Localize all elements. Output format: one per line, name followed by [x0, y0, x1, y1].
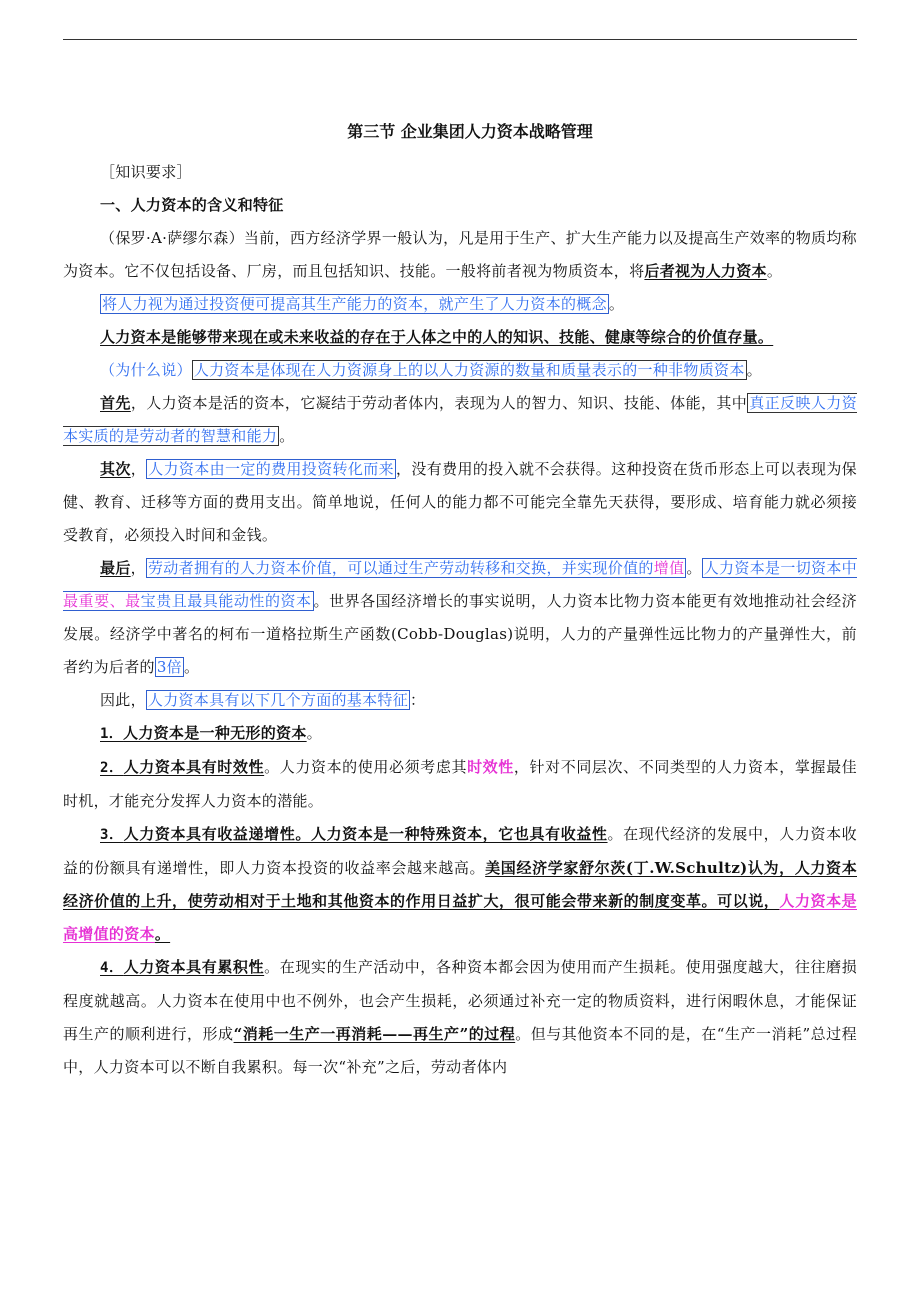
paragraph-definition	[63, 222, 857, 288]
item3-pink: 人力资本是高增值的资本	[63, 892, 857, 943]
paragraph-second	[63, 453, 857, 552]
heading-1: 一、人力资本的含义和特征	[100, 196, 284, 214]
item2-pink: 时效性	[467, 758, 514, 776]
list-item-2	[63, 751, 857, 818]
header-rule	[63, 39, 857, 40]
p5-text: ，人力资本是活的资本，它凝结于劳动者体内，表现为人的智力、知识、技能、体能，其中	[130, 394, 748, 412]
p8-boxed: 人力资本具有以下几个方面的基本特征	[147, 691, 409, 709]
paragraph-concept	[63, 288, 857, 321]
item1-end: 。	[306, 724, 322, 742]
paragraph-therefore	[63, 684, 857, 717]
p2-end: 。	[608, 295, 625, 313]
p5-end: 。	[279, 427, 295, 445]
p7-boxed-b: 人力资本是一切资本中	[703, 559, 857, 577]
item3-schultz: 美国经济学家舒尔茨(丁.W.Schultz)认为，人力资本经济价值的上升，使劳动相对于土地和其他资本的作用日益扩大，很可能会带来新的制度变革。可以说，	[63, 859, 857, 910]
item2-text: 人力资本具有时效性	[123, 758, 265, 776]
p7-text: 。世界各国经济增长的事实说明，人力资本比物力资本能更有效地推动社会经济发展。经济学中著名的柯布一道格拉斯生产函数(Cobb-Douglas)说明，人力的产量弹性远比物力的产量弹性大，前者约为后者的	[63, 592, 857, 676]
item1-num: 1．	[100, 726, 124, 742]
paragraph-last	[63, 552, 857, 684]
item4-rest: 。但与其他资本不同的是，在“生产一消耗”总过程中，人力资本可以不断自我累积。每一次“补充”之后，劳动者体内	[63, 1025, 857, 1076]
p7-period: 。	[686, 559, 702, 577]
p7-boxed-c: 宝贵且最具能动性的资本	[140, 592, 312, 610]
p7-boxed-a: 劳动者拥有的人力资本价值，可以通过生产劳动转移和交换，并实现价值的	[147, 559, 654, 577]
paragraph-first	[63, 387, 857, 453]
p7-last: 最后	[100, 559, 131, 577]
item3-body: 。在现代经济的发展中，人力资本收益的份额具有递增性，即人力资本投资的收益率会越来越高。	[63, 825, 857, 877]
knowledge-tag: ［知识要求］	[100, 163, 192, 181]
p2-boxed: 将人力视为通过投资便可提高其生产能力的资本，就产生了人力资本的概念	[102, 295, 607, 313]
p7-end: 。	[183, 658, 200, 676]
p6-comma: ，	[130, 460, 147, 478]
p6-second: 其次	[100, 460, 131, 478]
p1-emphasis: 后者视为人力资本	[644, 262, 767, 280]
p7-boxed-pink2: 最重要、最	[63, 592, 141, 610]
p5-boxed: 真正反映人力资本实质的是劳动者的智慧和能力	[63, 394, 857, 445]
p7-comma: ，	[130, 559, 146, 577]
item4-title: 人力资本具有累积性	[123, 958, 265, 976]
list-item-1	[63, 717, 857, 751]
item2-body: 。人力资本的使用必须考虑其	[264, 758, 468, 776]
list-item-3	[63, 818, 857, 951]
p6-text: ，没有费用的投入就不会获得。这种投资在货币形态上可以表现为保健、教育、迁移等方面的费用支出。简单地说，任何人的能力都不可能完全靠先天获得，要形成、培育能力就必须接受教育，必须投入时间和金钱。	[63, 460, 857, 544]
p6-boxed: 人力资本由一定的费用投资转化而来	[148, 460, 395, 478]
p7-boxed-pink: 增值	[653, 559, 685, 577]
item2-num: 2．	[100, 760, 124, 776]
p1-end: 。	[766, 262, 783, 280]
paragraph-value-stock: 人力资本是能够带来现在或未来收益的存在于人体之中的人的知识、技能、健康等综合的价值存量。	[100, 328, 774, 346]
item3-num: 3．	[100, 827, 124, 843]
p1-text: （保罗·A·萨缪尔森）当前，西方经济学界一般认为，凡是用于生产、扩大生产能力以及提高生产效率的物质均称为资本。它不仅包括设备、厂房，而且包括知识、技能。一般将前者视为物质资本，将	[63, 229, 857, 280]
p4-question: （为什么说）	[100, 361, 192, 379]
item3-end: 。	[154, 925, 171, 943]
document-body	[63, 120, 857, 1084]
p5-first: 首先	[100, 394, 131, 412]
p7-ratio: 3倍	[156, 658, 182, 676]
p8-end: ：	[410, 691, 426, 709]
item4-num: 4．	[100, 960, 124, 976]
item3-title: 人力资本具有收益递增性。人力资本是一种特殊资本，它也具有收益性	[123, 825, 608, 843]
paragraph-why	[63, 354, 857, 387]
p4-end: 。	[746, 361, 762, 379]
item4-process: “消耗一生产一再消耗——再生产”的过程	[233, 1025, 516, 1043]
item2-rest: ，针对不同层次、不同类型的人力资本，掌握最佳时机，才能充分发挥人力资本的潜能。	[63, 758, 857, 810]
p8-text: 因此，	[100, 691, 146, 709]
section-title: 第三节 企业集团人力资本战略管理	[347, 122, 593, 141]
list-item-4	[63, 951, 857, 1084]
item4-body: 。在现实的生产活动中，各种资本都会因为使用而产生损耗。使用强度越大，往往磨损程度就越高。人力资本在使用中也不例外，也会产生损耗，必须通过补充一定的物质资料，进行闲暇休息，才能保证再生产的顺利进行，形成	[63, 958, 858, 1043]
item1-text: 人力资本是一种无形的资本	[123, 724, 307, 742]
p4-boxed: 人力资本是体现在人力资源身上的以人力资源的数量和质量表示的一种非物质资本	[193, 361, 745, 379]
